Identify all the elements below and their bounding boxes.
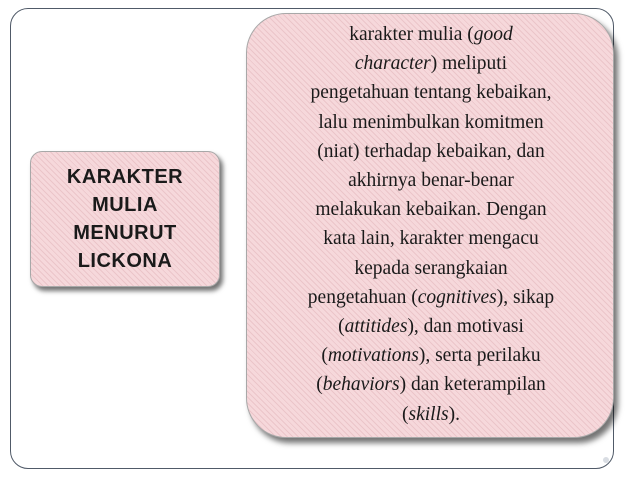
- text-line: akhirnya benar-benar: [348, 170, 514, 192]
- text-line: (niat) terhadap kebaikan, dan: [317, 140, 545, 162]
- text-line: kepada serangkaian: [354, 257, 508, 279]
- definition-box: [246, 13, 614, 438]
- definition-text: [247, 20, 615, 429]
- title-text: [67, 163, 183, 275]
- text-line: lalu menimbulkan komitmen: [318, 111, 544, 133]
- title-box: [30, 151, 220, 287]
- text-line: (motivations), serta perilaku: [321, 345, 541, 367]
- corner-dot: [603, 457, 609, 463]
- text-line: character) meliputi: [354, 53, 508, 75]
- text-line: pengetahuan tentang kebaikan,: [310, 82, 552, 104]
- text-line: melakukan kebaikan. Dengan: [315, 199, 547, 221]
- text-line: (behaviors) dan keterampilan: [316, 374, 546, 396]
- text-line: kata lain, karakter mengacu: [323, 228, 539, 250]
- title-line-2: MULIA: [92, 194, 158, 216]
- title-line-3: MENURUT: [73, 222, 177, 244]
- text-line: (skills).: [402, 403, 460, 425]
- text-line: (attitides), dan motivasi: [338, 316, 524, 338]
- title-line-4: LICKONA: [77, 250, 173, 272]
- text-line: pengetahuan (cognitives), sikap: [307, 286, 555, 308]
- title-line-1: KARAKTER: [66, 166, 184, 188]
- text-line: karakter mulia (good: [349, 24, 513, 45]
